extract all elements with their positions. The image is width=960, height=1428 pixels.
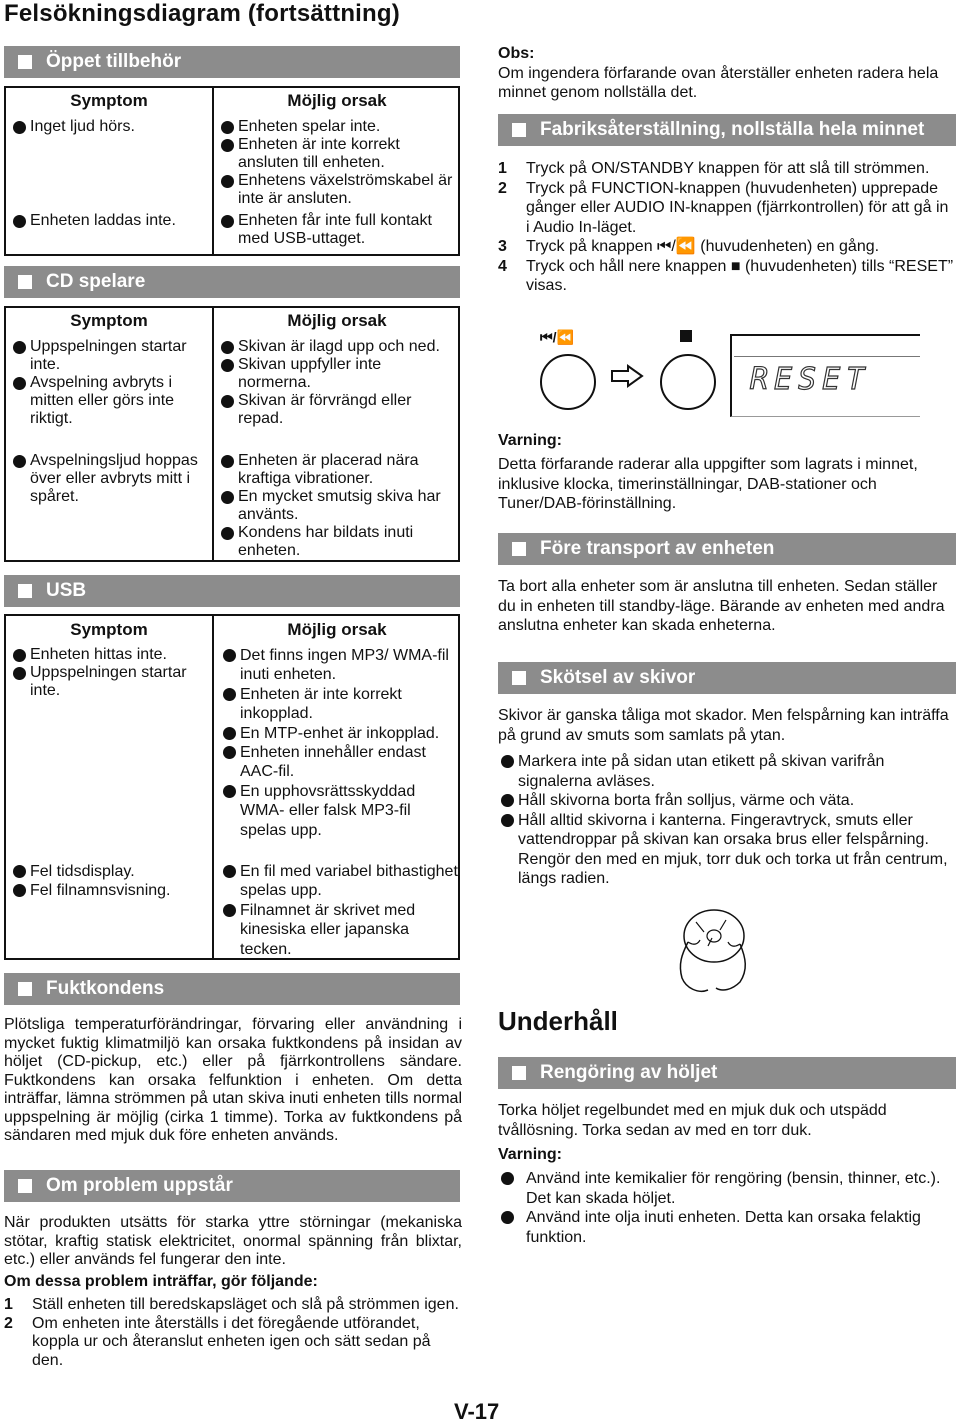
disc-handling-illustration xyxy=(668,902,758,998)
step-item xyxy=(4,1296,462,1315)
symptom-item: Enheten hittas inte. xyxy=(10,646,208,664)
step-text: Tryck på knappen ⏮/⏪ (huvudenheten) en gång. xyxy=(526,238,880,255)
cause-item: En upphovsrättsskyddad WMA- eller falsk MP3-fil spelas upp. xyxy=(220,782,458,840)
problem-subhead: Om dessa problem inträffar, gör följande: xyxy=(4,1273,318,1290)
square-bullet-icon xyxy=(18,982,32,996)
section-title: Före transport av enheten xyxy=(540,538,775,559)
fuktkondens-text: Plötsliga temperaturförändringar, förvaring eller användning i mycket fuktig klimatmiljö kan orsaka fuktkondens på insidan av höljet (CD-pickup, etc.) eller på fjärrkontrollens sändare. Fuktkondens kan orsaka felfunktion i enheten. Om detta inträffar, lämna strömmen på utan skiva inuti enheten tills normal uppspelning är möjlig (cirka 1 timme). Torka av fuktkondens på sändaren med mjuk duk före enheten används. xyxy=(4,1016,462,1144)
obs-label: Obs: xyxy=(498,45,535,62)
page-number: V-17 xyxy=(454,1399,500,1424)
section-header-rengoring xyxy=(498,1057,956,1089)
table-cd xyxy=(4,306,460,562)
column-header-cause: Möjlig orsak xyxy=(287,620,387,639)
step-text: Ställ enheten till beredskapsläget och slå på strömmen igen. xyxy=(32,1296,459,1313)
square-bullet-icon xyxy=(512,542,526,556)
square-bullet-icon xyxy=(512,123,526,137)
section-title: Fabriksåterställning, nollställa hela minnet xyxy=(540,119,925,140)
step-item xyxy=(498,257,956,296)
rengoring-text: Torka höljet regelbundet med en mjuk duk och utspädd tvållösning. Torka sedan av med en torr duk. xyxy=(498,1102,887,1139)
skip-back-icon: ⏮/⏪ xyxy=(540,329,574,345)
section-header-skotsel xyxy=(498,662,956,694)
cause-item: Enhetens växelströmskabel är inte är ansluten. xyxy=(218,172,458,208)
column-header-cause: Möjlig orsak xyxy=(287,91,387,110)
skip-back-button xyxy=(540,354,596,410)
display-panel xyxy=(730,334,920,417)
table-row xyxy=(10,212,208,230)
symptom-item: Inget ljud hörs. xyxy=(10,118,208,136)
step-text: Tryck och håll nere knappen ■ (huvudenheten) tills “RESET” visas. xyxy=(526,257,954,294)
list-item: Håll alltid skivorna i kanterna. Fingeravtryck, smuts eller vattendroppar på skivan kan orsaka brus eller felspårning. Rengör den med en mjuk, torr duk och torka ut från centrum, längs radien. xyxy=(498,811,956,889)
symptom-item: Uppspelningen startar inte. xyxy=(10,338,208,374)
skotsel-text: Skivor är ganska tåliga mot skador. Men felspårning kan inträffa på grund av smuts som samlats på ytan. xyxy=(498,707,949,744)
column-header-cause: Möjlig orsak xyxy=(287,311,387,330)
cause-item: Enheten innehåller endast AAC-fil. xyxy=(220,743,458,782)
section-title: Öppet tillbehör xyxy=(46,51,182,72)
table-row xyxy=(10,338,208,428)
step-item xyxy=(4,1315,462,1371)
cause-item: Det finns ingen MP3/ WMA-fil inuti enheten. xyxy=(220,646,458,685)
cause-item: Enheten får inte full kontakt med USB-uttaget. xyxy=(218,212,458,248)
underhall-bullets xyxy=(498,1169,956,1247)
factory-steps xyxy=(498,159,956,296)
table-row xyxy=(10,452,208,506)
symptom-item: Enheten laddas inte. xyxy=(10,212,208,230)
symptom-item: Avspelning avbryts i mitten eller görs inte riktigt. xyxy=(10,374,208,428)
section-title: Fuktkondens xyxy=(46,978,165,999)
table-oppet xyxy=(4,86,460,256)
section-title: Skötsel av skivor xyxy=(540,667,696,688)
table-row xyxy=(220,646,458,840)
table-row xyxy=(218,118,458,208)
arrow-right-icon xyxy=(610,364,644,388)
section-title: CD spelare xyxy=(46,271,146,292)
table-row xyxy=(10,118,208,136)
cause-item: Kondens har bildats inuti enheten. xyxy=(218,524,458,560)
step-item xyxy=(498,159,956,179)
cause-item: Enheten är placerad nära kraftiga vibrationer. xyxy=(218,452,458,488)
obs-text: Om ingendera förfarande ovan återställer enheten radera hela minnet genom nollställa det. xyxy=(498,65,939,101)
reset-illustration xyxy=(536,328,920,420)
column-header-symptom: Symptom xyxy=(70,620,148,639)
display-text: RESET xyxy=(750,362,871,397)
varning-text: Detta förfarande raderar alla uppgifter som lagrats i minnet, inklusive klocka, timerinställningar, DAB-stationer och Tuner/DAB-förinställning. xyxy=(498,456,918,512)
problem-steps xyxy=(4,1296,462,1370)
column-header-symptom: Symptom xyxy=(70,311,148,330)
page-title: Felsökningsdiagram (fortsättning) xyxy=(4,0,400,27)
section-header-cd xyxy=(4,266,460,298)
step-number: 4 xyxy=(498,257,507,275)
square-bullet-icon xyxy=(18,584,32,598)
stop-button xyxy=(660,354,716,410)
cause-item: En mycket smutsig skiva har använts. xyxy=(218,488,458,524)
transport-text: Ta bort alla enheter som är anslutna till enheten. Sedan ställer du in enheten till standby-läge. Bärande av enheten med andra anslutna enheter kan skada enheterna. xyxy=(498,578,945,634)
section-header-factory xyxy=(498,114,956,146)
cause-item: Skivan är förvrängd eller repad. xyxy=(218,392,458,428)
section-title: Rengöring av höljet xyxy=(540,1062,718,1083)
section-title: Om problem uppstår xyxy=(46,1175,233,1196)
symptom-item: Fel filnamnsvisning. xyxy=(10,881,208,900)
section-header-usb xyxy=(4,575,460,607)
step-number: 3 xyxy=(498,238,507,255)
cause-item: Filnamnet är skrivet med kinesiska eller japanska tecken. xyxy=(220,901,458,959)
list-item: Håll skivorna borta från solljus, värme och väta. xyxy=(498,791,956,811)
step-item xyxy=(498,179,956,238)
section-header-transport xyxy=(498,533,956,565)
cause-item: Enheten är inte korrekt ansluten till enheten. xyxy=(218,136,458,172)
cause-item: Enheten spelar inte. xyxy=(218,118,458,136)
section-title: USB xyxy=(46,580,87,601)
section-header-fuktkondens xyxy=(4,973,460,1005)
step-text: Om enheten inte återställs i det föregående utförandet, koppla ur och återanslut enheten igen och sätt sedan på den. xyxy=(32,1314,431,1369)
table-row xyxy=(10,862,208,901)
square-bullet-icon xyxy=(18,1179,32,1193)
stop-icon xyxy=(680,330,692,342)
square-bullet-icon xyxy=(512,671,526,685)
list-item: Använd inte kemikalier för rengöring (bensin, thinner, etc.). Det kan skada höljet. xyxy=(498,1169,956,1208)
list-item: Använd inte olja inuti enheten. Detta kan orsaka felaktig funktion. xyxy=(498,1208,956,1247)
table-row xyxy=(10,646,208,700)
table-row xyxy=(218,338,458,428)
square-bullet-icon xyxy=(18,275,32,289)
table-row xyxy=(220,862,458,959)
square-bullet-icon xyxy=(18,55,32,69)
step-number: 2 xyxy=(4,1314,13,1332)
cause-item: Skivan uppfyller inte normerna. xyxy=(218,356,458,392)
step-number: 1 xyxy=(4,1296,13,1313)
varning-label: Varning: xyxy=(498,432,563,449)
cause-item: En MTP-enhet är inkopplad. xyxy=(220,724,458,743)
cause-item: Skivan är ilagd upp och ned. xyxy=(218,338,458,356)
list-item: Markera inte på sidan utan etikett på skivan varifrån signalerna avläses. xyxy=(498,752,956,791)
table-row xyxy=(218,452,458,560)
step-number: 2 xyxy=(498,179,507,197)
step-text: Tryck på FUNCTION-knappen (huvudenheten) upprepade gånger eller AUDIO IN-knappen (fjärrkontrollen) för att gå in i Audio In-läget. xyxy=(526,179,949,236)
underhall-varning-label: Varning: xyxy=(498,1146,563,1163)
step-text: Tryck på ON/STANDBY knappen för att slå till strömmen. xyxy=(526,160,930,177)
column-header-symptom: Symptom xyxy=(70,91,148,110)
skotsel-bullets xyxy=(498,752,956,889)
problem-text: När produkten utsätts för starka yttre störningar (mekaniska stötar, kraftig statisk elektricitet, onormal spänning från blixtar, etc.) eller används fel fungerar den inte. xyxy=(4,1214,462,1268)
section-header-problem xyxy=(4,1170,460,1202)
step-item xyxy=(498,237,956,257)
cause-item: Enheten är inte korrekt inkopplad. xyxy=(220,685,458,724)
section-header-oppet xyxy=(4,46,460,78)
symptom-item: Avspelningsljud hoppas över eller avbryts mitt i spåret. xyxy=(10,452,208,506)
table-usb xyxy=(4,614,460,960)
symptom-item: Fel tidsdisplay. xyxy=(10,862,208,881)
cause-item: En fil med variabel bithastighet spelas upp. xyxy=(220,862,458,901)
table-row xyxy=(218,212,458,248)
step-number: 1 xyxy=(498,160,507,177)
symptom-item: Uppspelningen startar inte. xyxy=(10,664,208,700)
underhall-heading: Underhåll xyxy=(498,1006,618,1036)
square-bullet-icon xyxy=(512,1066,526,1080)
